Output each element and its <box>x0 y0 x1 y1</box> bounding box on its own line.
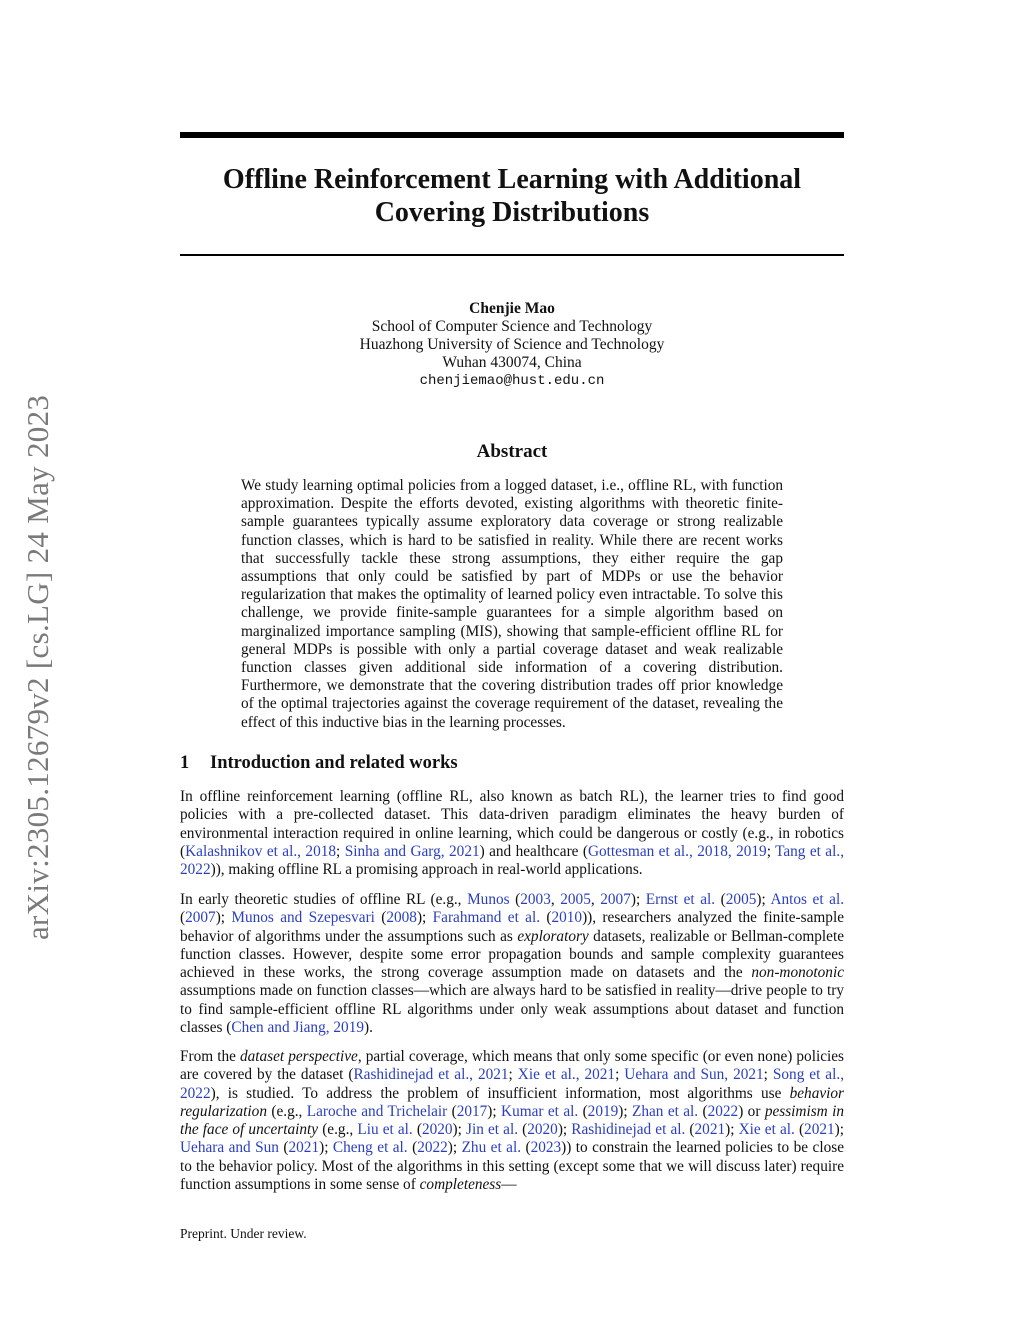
text-run: , partial coverage, which means that only some specific (or even none) policies are covered by the dataset ( <box>180 1048 844 1084</box>
abstract-heading: Abstract <box>476 441 548 462</box>
citation-link[interactable]: Rashidinejad et al. <box>571 1121 686 1139</box>
citation-link[interactable]: Rashidinejad et al., 2021 <box>353 1066 509 1084</box>
citation-year-link[interactable]: 2023 <box>530 1139 562 1157</box>
author-affiliation-university: Huazhong University of Science and Technology <box>359 336 665 353</box>
citation-link[interactable]: Xie et al., 2021 <box>517 1066 616 1084</box>
author-affiliation-school: School of Computer Science and Technology <box>371 318 653 335</box>
citation-year-link[interactable]: 2021 <box>804 1121 835 1139</box>
emphasis: dataset perspective <box>239 1048 358 1065</box>
citation-link[interactable]: Uehara and Sun, 2021 <box>624 1066 764 1084</box>
text-run: assumptions made on function classes—which are always hard to be satisfied in reality—drive people to try to find sample-efficient offline RL algorithms under only weak assumptions about dataset and function classes ( <box>180 982 844 1037</box>
author-block <box>180 300 844 390</box>
citation-link[interactable]: Kalashnikov et al., 2018 <box>185 842 337 860</box>
citation-year-link[interactable]: 2022 <box>417 1139 448 1157</box>
arxiv-identifier-stamp: arXiv:2305.12679v2 [cs.LG] 24 May 2023 <box>20 394 55 940</box>
citation-link[interactable]: Uehara and Sun <box>180 1139 279 1157</box>
text-run: In offline reinforcement learning (offline RL, also known as batch RL), the learner tries to find good policies with a pre-collected dataset. This data-driven paradigm eliminates the heavy burden of environmental interaction required in online learning, which could be dangerous or costly (e.g., in robotics ( <box>180 788 844 860</box>
citation-year-link[interactable]: 2021 <box>288 1139 320 1157</box>
text-run: ) or <box>738 1102 765 1120</box>
section-title: Introduction and related works <box>210 753 458 773</box>
author-email: chenjiemao@hust.edu.cn <box>419 373 605 389</box>
text-run: ). <box>363 1019 373 1037</box>
text-run: (e.g., <box>318 1121 358 1139</box>
citation-year-link[interactable]: 2022 <box>707 1102 739 1120</box>
author-name: Chenjie Mao <box>469 300 555 317</box>
emphasis: behavior regularization <box>180 1084 844 1120</box>
citation-year-link[interactable]: 2010 <box>551 909 583 927</box>
abstract-text: We study learning optimal policies from a logged dataset, i.e., offline RL, with function approximation. Despite the efforts devoted, existing algorithms with theoretic finite-sample guarantees typically assume exploratory data coverage or strong realizable function classes, which is hard to be satisfied in reality. While there are recent works that successfully tackle these strong assumptions, they either require the gap assumptions that only could be satisfied by part of MDPs or use the behavior regularization that makes the optimality of learned policy even intractable. To solve this challenge, we provide finite-sample guarantees for a simple algorithm based on marginalized importance sampling (MIS), showing that sample-efficient offline RL for general MDPs is possible with only a partial coverage dataset and weak realizable function classes given additional side information of a covering distribution. Furthermore, we demonstrate that the covering distribution trades off prior knowledge of the optimal trajectories against the coverage requirement of the dataset, revealing the effect of this inductive bias in the learning processes. <box>241 477 783 731</box>
emphasis: completeness <box>419 1176 502 1194</box>
citation-link[interactable]: Sinha and Garg, 2021 <box>344 842 480 860</box>
title-top-rule <box>180 132 844 138</box>
intro-paragraph-3: From the dataset perspective, partial coverage, which means that only some specific (or even none) policies are covered by the dataset (Rashidinejad et al., 2021; Xie et al., 2021; Uehara and Sun, 2021; Song et al., 2022), is studied. To address the problem of insufficient information, most algorithms use behavior regularization (e.g., Laroche and Trichelair (2017); Kumar et al. (2019); Zhan et al. (2022) or pessimism in the face of uncertainty (e.g., Liu et al. (2020); Jin et al. (2020); Rashidinejad et al. (2021); Xie et al. (2021); Uehara and Sun (2021); Cheng et al. (2022); Zhu et al. (2023)) to constrain the learned policies to be close to the behavior policy. Most of the algorithms in this setting (except some that we will discuss later) require function assumptions in some sense of completeness— <box>180 1048 845 1194</box>
author-affiliation-city: Wuhan 430074, China <box>442 354 582 371</box>
text-run: ), is studied. To address the problem of insufficient information, most algorithms use <box>210 1084 790 1102</box>
text-run: )) to constrain the learned policies to be close to the behavior policy. Most of the algorithms in this setting (except some that we will discuss later) require function assumptions in some sense of <box>180 1139 844 1194</box>
intro-paragraph-2: In early theoretic studies of offline RL (e.g., Munos (2003, 2005, 2007); Ernst et al. (2005); Antos et al. (2007); Munos and Szepesvari (2008); Farahmand et al. (2010)), researchers analyzed the finite-sample behavior of algorithms under the assumptions such as exploratory datasets, realizable or Bellman-complete function classes. However, despite some error propagation bounds and sample complexity guarantees achieved in these works, the strong coverage assumption made on datasets and the non-monotonic assumptions made on function classes—which are always hard to be satisfied in reality—drive people to try to find sample-efficient offline RL algorithms under only weak assumptions about dataset and function classes (Chen and Jiang, 2019). <box>180 891 845 1037</box>
emphasis: pessimism in the face of uncertainty <box>180 1102 844 1139</box>
citation-link[interactable]: Farahmand et al. <box>432 909 541 927</box>
citation-year-link[interactable]: 2020 <box>421 1121 453 1139</box>
text-run: From the <box>180 1048 240 1065</box>
citation-link[interactable]: Munos and Szepesvari <box>231 909 375 927</box>
paper-title <box>180 163 844 229</box>
intro-paragraph-1: In offline reinforcement learning (offline RL, also known as batch RL), the learner tries to find good policies with a pre-collected dataset. This data-driven paradigm eliminates the heavy burden of environmental interaction required in online learning, which could be dangerous or costly (e.g., in robotics (Kalashnikov et al., 2018; Sinha and Garg, 2021) and healthcare (Gottesman et al., 2018, 2019; Tang et al., 2022)), making offline RL a promising approach in real-world applications. <box>180 788 845 879</box>
citation-link[interactable]: Xie et al. <box>738 1121 795 1139</box>
citation-link[interactable]: Antos et al. <box>770 891 845 908</box>
title-line-2: Covering Distributions <box>374 197 650 228</box>
title-line-1: Offline Reinforcement Learning with Additional <box>222 164 802 195</box>
section-number: 1 <box>180 753 190 773</box>
citation-link[interactable]: Song et al., 2022 <box>180 1066 845 1102</box>
citation-link[interactable]: Zhan et al. <box>632 1102 699 1120</box>
citation-year-link[interactable]: 2020 <box>527 1121 558 1139</box>
title-bottom-rule <box>180 254 844 256</box>
text-run: datasets, realizable or Bellman-complete function classes. However, despite some error propagation bounds and sample complexity guarantees achieved in these works, the strong coverage assumption made on datasets and the <box>180 927 844 982</box>
citation-link[interactable]: Jin et al. <box>466 1121 519 1139</box>
citation-year-link[interactable]: 2007 <box>185 909 216 927</box>
text-run: )), making offline RL a promising approach in real-world applications. <box>210 861 643 879</box>
citation-link[interactable]: Chen and Jiang, 2019 <box>231 1019 364 1037</box>
citation-year-link[interactable]: 2005 <box>725 891 757 908</box>
citation-year-link[interactable]: 2005 <box>560 891 591 908</box>
text-run: )), researchers analyzed the finite-sample behavior of algorithms under the assumptions such as <box>180 909 844 945</box>
citation-link[interactable]: Munos <box>467 891 510 908</box>
citation-link[interactable]: Zhu et al. <box>461 1139 522 1157</box>
citation-year-link[interactable]: 2021 <box>694 1121 726 1139</box>
citation-link[interactable]: Tang et al., 2022 <box>180 842 845 879</box>
preprint-footer: Preprint. Under review. <box>180 1226 307 1241</box>
text-run: In early theoretic studies of offline RL (e.g., <box>180 891 468 908</box>
text-run: — <box>501 1176 517 1194</box>
emphasis: exploratory <box>517 927 589 945</box>
text-run: (e.g., <box>266 1102 307 1120</box>
citation-link[interactable]: Laroche and Trichelair <box>306 1102 448 1120</box>
section-heading <box>180 753 458 774</box>
citation-year-link[interactable]: 2007 <box>600 891 631 908</box>
citation-year-link[interactable]: 2008 <box>386 909 417 927</box>
citation-year-link[interactable]: 2003 <box>520 891 551 908</box>
text-run: ) and healthcare ( <box>479 842 588 860</box>
citation-link[interactable]: Liu et al. <box>357 1121 413 1139</box>
citation-year-link[interactable]: 2017 <box>456 1102 488 1120</box>
citation-year-link[interactable]: 2019 <box>587 1102 619 1120</box>
citation-link[interactable]: Cheng et al. <box>332 1139 408 1157</box>
citation-link[interactable]: Gottesman et al., 2018, 2019 <box>587 842 767 860</box>
emphasis: non-monotonic <box>751 964 844 982</box>
citation-link[interactable]: Ernst et al. <box>645 891 716 908</box>
citation-link[interactable]: Kumar et al. <box>501 1102 579 1120</box>
